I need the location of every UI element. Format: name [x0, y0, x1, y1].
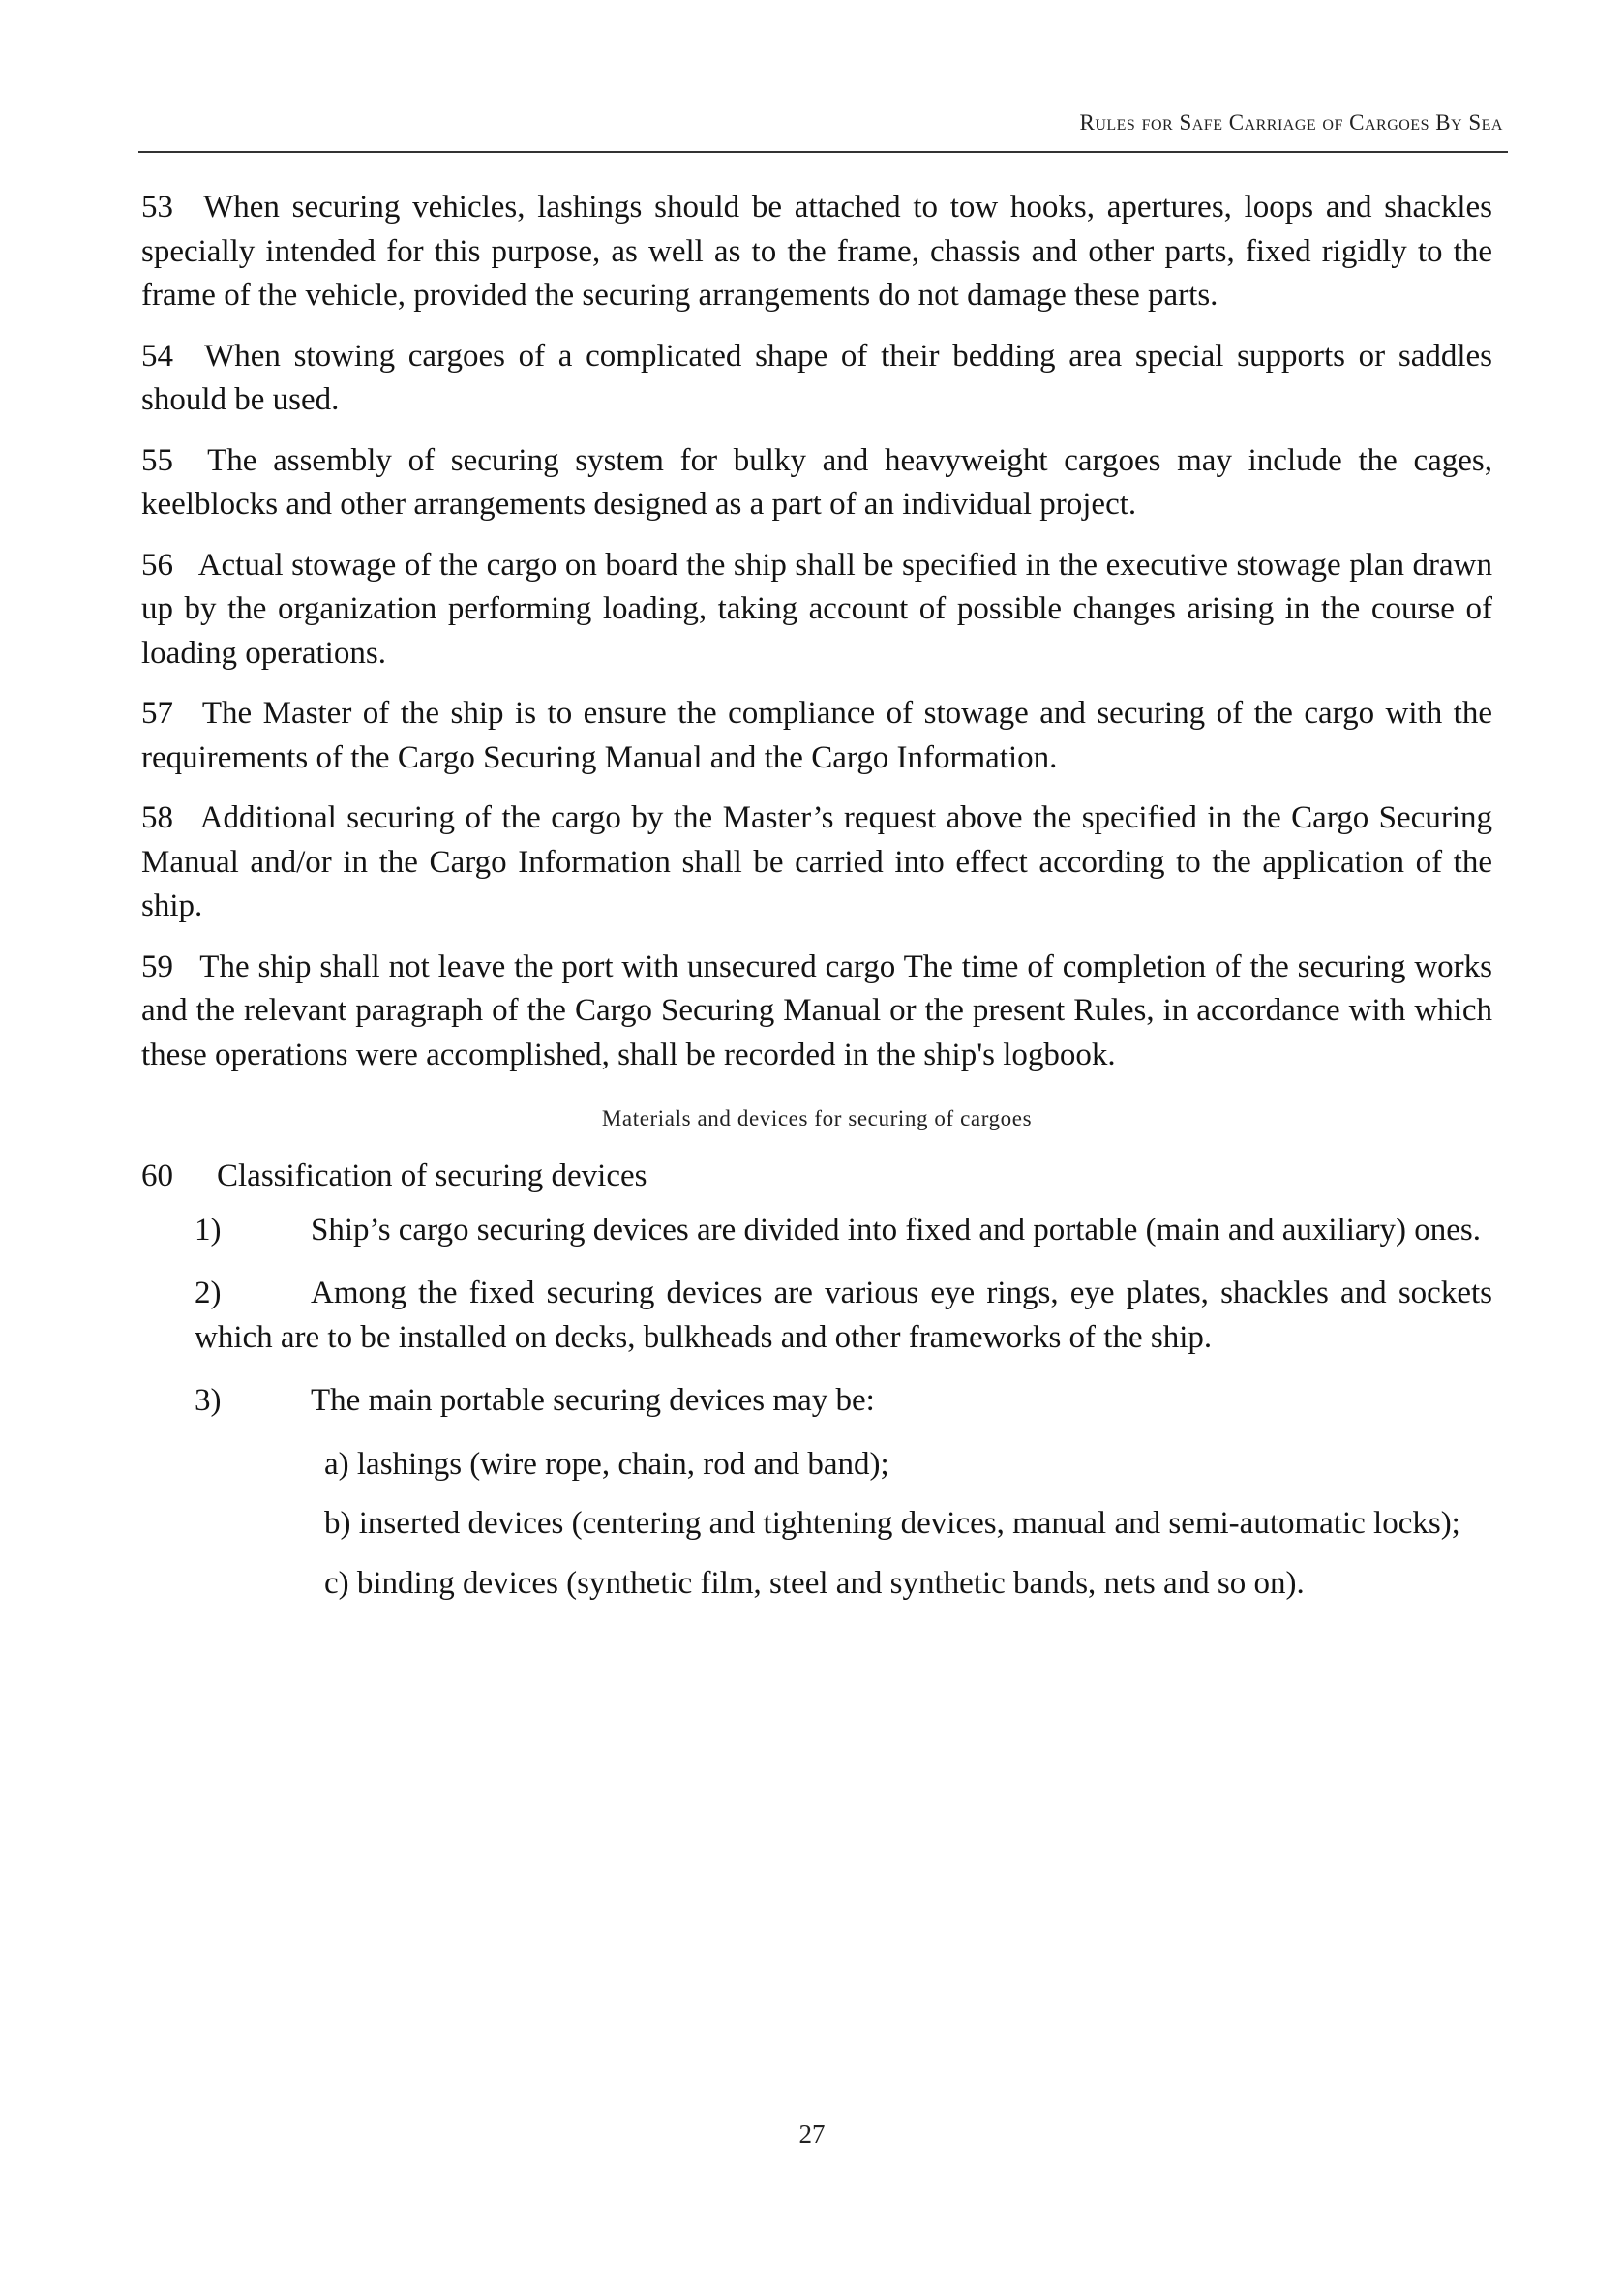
paragraph-text: Additional securing of the cargo by the Master’s request above the specified in the Cargo Securing Manual and/or in the Cargo Information shall be carried into effect according to the application of the ship.	[141, 800, 1492, 923]
paragraph-59	[141, 946, 1492, 1078]
paragraph-58	[141, 797, 1492, 929]
item-60-heading	[141, 1155, 1492, 1199]
subitem-text: The main portable securing devices may be:	[311, 1383, 875, 1418]
paragraph-number: 59	[141, 948, 173, 984]
header-rule	[138, 151, 1508, 153]
paragraph-56	[141, 544, 1492, 677]
section-heading: Materials and devices for securing of cargoes	[601, 1106, 1033, 1130]
item-title: Classification of securing devices	[217, 1158, 647, 1193]
paragraph-number: 54	[141, 338, 173, 374]
item-number: 60	[141, 1158, 173, 1193]
page-number: 27	[798, 2120, 826, 2149]
paragraph-number: 55	[141, 442, 173, 478]
paragraph-text: The ship shall not leave the port with unsecured cargo The time of completion of the securing works and the relevant paragraph of the Cargo Securing Manual or the present Rules, in accordance with which these operations were accomplished, shall be recorded in the ship's logbook.	[141, 948, 1492, 1072]
paragraph-57	[141, 692, 1492, 780]
subitem-number: 2)	[195, 1276, 222, 1310]
paragraph-text: When securing vehicles, lashings should be attached to tow hooks, apertures, loops and shackles specially intended for this purpose, as well as to the frame, chassis and other parts, fixed rigidly to the frame of the vehicle, provided the securing arrangements do not damage these parts.	[141, 190, 1492, 313]
paragraph-number: 56	[141, 547, 173, 583]
subitem-3	[195, 1379, 1492, 1424]
paragraph-number: 53	[141, 190, 173, 225]
paragraph-text: The assembly of securing system for bulky and heavyweight cargoes may include the cages, keelblocks and other arrangements designed as a part of an individual project.	[141, 442, 1492, 522]
paragraph-number: 58	[141, 800, 173, 835]
document-body	[141, 186, 1492, 1621]
subsubitem-c: c) binding devices (synthetic film, steel and synthetic bands, nets and so on).	[324, 1565, 1305, 1601]
paragraph-text: Actual stowage of the cargo on board the ship shall be specified in the executive stowage plan drawn up by the organization performing loading, taking account of possible changes arising in the course of loading operations.	[141, 547, 1492, 671]
subitem-2	[195, 1272, 1492, 1360]
subitem-number: 3)	[195, 1383, 222, 1418]
paragraph-text: The Master of the ship is to ensure the compliance of stowage and securing of the cargo with the requirements of the Cargo Securing Manual and the Cargo Information.	[141, 696, 1493, 775]
paragraph-text: When stowing cargoes of a complicated shape of their bedding area special supports or saddles should be used.	[141, 338, 1492, 417]
paragraph-53	[141, 186, 1492, 318]
paragraph-55	[141, 439, 1492, 527]
subitem-text: Among the fixed securing devices are various eye rings, eye plates, shackles and sockets which are to be installed on decks, bulkheads and other frameworks of the ship.	[195, 1276, 1492, 1355]
running-header	[1079, 110, 1503, 135]
subitem-text: Ship’s cargo securing devices are divided into fixed and portable (main and auxiliary) ones.	[311, 1212, 1482, 1248]
subitem-number: 1)	[195, 1212, 222, 1248]
paragraph-54	[141, 335, 1492, 423]
running-title: Rules for Safe Carriage of Cargoes By Sea	[1079, 110, 1503, 135]
subsubitem-b: b) inserted devices (centering and tightening devices, manual and semi-automatic locks);	[324, 1506, 1460, 1541]
subsubitem-a: a) lashings (wire rope, chain, rod and band);	[324, 1446, 889, 1482]
subitem-1	[195, 1209, 1492, 1253]
paragraph-number: 57	[141, 696, 173, 731]
